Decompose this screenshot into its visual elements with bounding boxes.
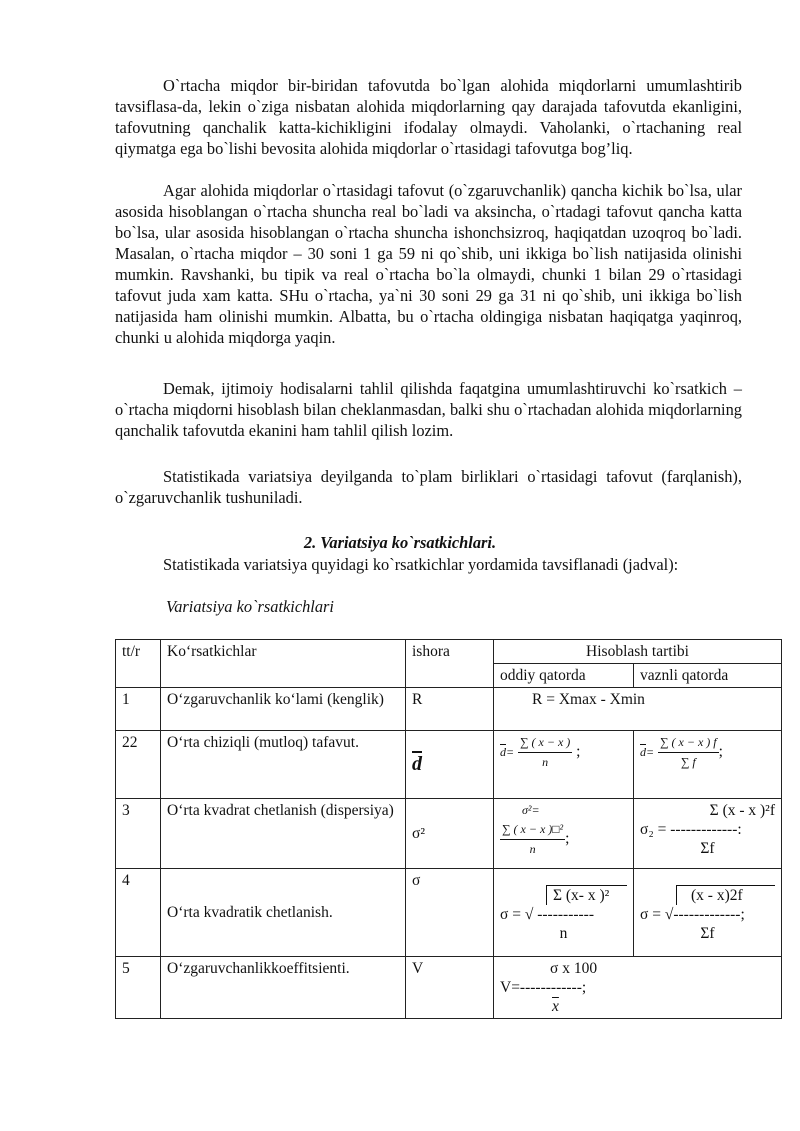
formula-range: R = Xmax - Xmin <box>532 691 645 708</box>
row-sign: σ <box>406 869 494 957</box>
row-sign: $\overline{d}$ <box>412 752 422 775</box>
row-name: O‘rta kvadratik chetlanish. <box>161 869 406 957</box>
section-heading: 2. Variatsiya ko`rsatkichlari. <box>303 533 497 552</box>
header-num: tt/r <box>116 640 161 688</box>
formula-variance-simple: σ²= $\frac{\text{∑ ( x − x )□²}}{n}$ ; <box>494 799 634 869</box>
table-row <box>116 957 782 1019</box>
formula-std-weighted: (x - x)2f σ = √-------------; Σf <box>634 869 782 957</box>
row-name: O‘rta kvadrat chetlanish (dispersiya) <box>161 799 406 869</box>
paragraph-1: O`rtacha miqdor bir-biridan tafovutda bo`lgan alohida miqdorlarni umumlashtirib tavsiflasa-da, lekin o`ziga nisbatan alohida miqdorlarning qay darajada tafovutda ekanligini, tafovutning qanchalik katta-kichikligini ifodalay olmaydi. Vaholanki, o`rtachaning real qiymatga ega bo`lishi bevosita alohida miqdorlar o`rtasidagi tafovutga bog’liq. <box>115 76 742 158</box>
paragraph-4: Statistikada variatsiya deyilganda to`plam birliklari o`rtasidagi tafovut (farqlanish), o`zgaruvchanlik tushuniladi. <box>115 467 742 507</box>
formula-variation-coefficient: σ x 100 V=------------; $\overline{x}$ <box>494 957 782 1019</box>
header-sign: ishora <box>406 640 494 688</box>
header-name: Ko‘rsatkichlar <box>161 640 406 688</box>
row-num: 4 <box>116 869 161 957</box>
formula-mean-deviation-simple: $\overline{d}=$ $\frac{\sum ( x - x )}{n}$ ; <box>494 731 634 799</box>
table-caption: Variatsiya ko`rsatkichlari <box>166 597 334 616</box>
formula-std-simple: Σ (x- x )² σ = √ ----------- n <box>494 869 634 957</box>
header-calc: Hisoblash tartibi <box>494 640 782 664</box>
table-row <box>116 869 782 957</box>
row-sign: V <box>406 957 494 1019</box>
paragraph-3: Demak, ijtimoiy hodisalarni tahlil qilishda faqatgina umumlashtiruvchi ko`rsatkich – o`rtacha miqdorni hisoblash bilan cheklanmasdan, balki shu o`rtachadan alohida miqdorlarning qanchalik tafovutda ekanini ham tahlil qilish lozim. <box>115 379 742 440</box>
paragraph-2: Agar alohida miqdorlar o`rtasidagi tafovut (o`zgaruvchanlik) qancha kichik bo`lsa, ular asosida hisoblangan o`rtacha shuncha real bo`ladi va aksincha, o`rtadagi tafovut qancha katta bo`lsa, ular asosida hisoblangan o`rtacha shuncha ishonchsizroq, haqiqatdan uzoqroq bo`ladi. Masalan, o`rtacha miqdor – 30 soni 1 ga 59 ni qo`shib, uni ikkiga bo`lish natijasida olinishi mumkin. Ravshanki, bu tipik va real o`rtacha bo`la olmaydi, chunki 1 bilan 29 o`rtasidagi tafovut juda xam katta. SHu o`rtacha, ya`ni 30 soni 29 ga 31 ni qo`shib, uni ikkiga bo`lish natijasida ham olinishi mumkin. Albatta, bu o`rtacha oldingiga nisbatan haqiqatga yaqinroq, chunki u alohida miqdorga yaqin. <box>115 181 742 347</box>
table-row <box>116 799 782 869</box>
variation-table <box>115 639 782 1019</box>
row-name: O‘rta chiziqli (mutloq) tafavut. <box>161 731 406 799</box>
row-name: O‘zgaruvchanlik ko‘lami (kenglik) <box>161 688 406 731</box>
row-num: 3 <box>116 799 161 869</box>
row-num: 1 <box>116 688 161 731</box>
formula-variance-weighted: Σ (x - x )²f σ₂ = -------------: Σf <box>634 799 782 869</box>
table-row <box>116 731 782 799</box>
formula-mean-deviation-weighted: $\overline{d}=$ $\frac{\sum ( x - x ) f}{\sum f}$ ; <box>634 731 782 799</box>
row-name: O‘zgaruvchanlikkoeffitsienti. <box>161 957 406 1019</box>
header-weighted: vaznli qatorda <box>634 664 782 688</box>
row-num: 22 <box>116 731 161 799</box>
row-num: 5 <box>116 957 161 1019</box>
intro-paragraph: Statistikada variatsiya quyidagi ko`rsatkichlar yordamida tavsiflanadi (jadval): <box>163 555 679 574</box>
header-simple: oddiy qatorda <box>494 664 634 688</box>
table-row <box>116 688 782 731</box>
row-sign: σ² <box>406 799 494 869</box>
row-sign: R <box>406 688 494 731</box>
